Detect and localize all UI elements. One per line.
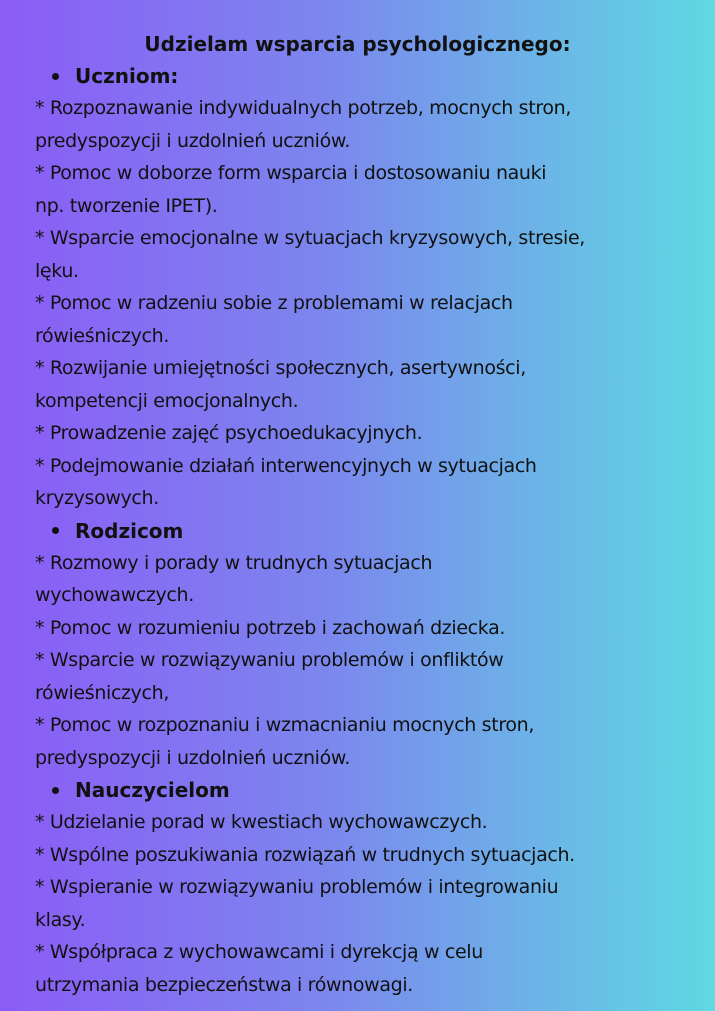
item-list bbox=[35, 806, 695, 1001]
list-item: * Rozmowy i porady w trudnych sytuacjach bbox=[35, 551, 433, 574]
item-list bbox=[35, 547, 695, 775]
bullet-icon bbox=[52, 527, 59, 534]
section-heading-label: Nauczycielom bbox=[75, 778, 230, 802]
list-item: * Podejmowanie działań interwencyjnych w sytuacjach bbox=[35, 454, 537, 477]
list-item: * Współpraca z wychowawcami i dyrekcją w celu bbox=[35, 941, 483, 963]
item-list bbox=[35, 92, 695, 515]
list-item: * Wsparcie w rozwiązywaniu problemów i onfliktów bbox=[35, 649, 504, 671]
list-item: * Pomoc w rozumieniu potrzeb i zachowań dziecka. bbox=[35, 616, 506, 639]
list-item: * Rozpoznawanie indywidualnych potrzeb, mocnych stron, bbox=[35, 97, 572, 119]
section-heading bbox=[35, 515, 695, 547]
section-heading bbox=[35, 774, 695, 806]
list-item: * Wspieranie w rozwiązywaniu problemów i integrowaniu bbox=[35, 876, 559, 898]
bullet-icon bbox=[52, 73, 59, 80]
list-item: * Udzielanie porad w kwestiach wychowawczych. bbox=[35, 811, 488, 833]
list-item: lęku. bbox=[35, 259, 79, 282]
list-item: * Prowadzenie zajęć psychoedukacyjnych. bbox=[35, 422, 423, 444]
list-item: * Wspólne poszukiwania rozwiązań w trudnych sytuacjach. bbox=[35, 843, 575, 866]
section-heading-label: Rodzicom bbox=[75, 518, 184, 543]
list-item: * Rozwijanie umiejętności społecznych, asertywności, bbox=[35, 357, 526, 379]
section-students bbox=[35, 60, 695, 515]
list-item: predyspozycji i uzdolnień uczniów. bbox=[35, 746, 351, 769]
list-item: np. tworzenie IPET). bbox=[35, 194, 218, 217]
list-item: * Pomoc w radzeniu sobie z problemami w relacjach bbox=[35, 292, 513, 314]
bullet-icon bbox=[52, 787, 59, 794]
section-teachers bbox=[35, 774, 695, 1001]
list-item: rówieśniczych, bbox=[35, 681, 170, 704]
list-item: rówieśniczych. bbox=[35, 324, 170, 347]
section-heading-label: Uczniom: bbox=[75, 64, 179, 88]
section-parents bbox=[35, 515, 695, 775]
list-item: * Pomoc w rozpoznaniu i wzmacnianiu mocnych stron, bbox=[35, 714, 535, 736]
list-item: predyspozycji i uzdolnień uczniów. bbox=[35, 129, 351, 152]
list-item: * Wsparcie emocjonalne w sytuacjach kryzysowych, stresie, bbox=[35, 227, 585, 249]
page-title: Udzielam wsparcia psychologicznego: bbox=[144, 32, 571, 56]
list-item: kompetencji emocjonalnych. bbox=[35, 389, 299, 412]
list-item: utrzymania bezpieczeństwa i równowagi. bbox=[35, 973, 413, 996]
list-item: klasy. bbox=[35, 908, 86, 931]
list-item: kryzysowych. bbox=[35, 487, 159, 509]
section-heading bbox=[35, 60, 695, 92]
list-item: * Pomoc w doborze form wsparcia i dostosowaniu nauki bbox=[35, 162, 547, 184]
list-item: wychowawczych. bbox=[35, 584, 194, 606]
